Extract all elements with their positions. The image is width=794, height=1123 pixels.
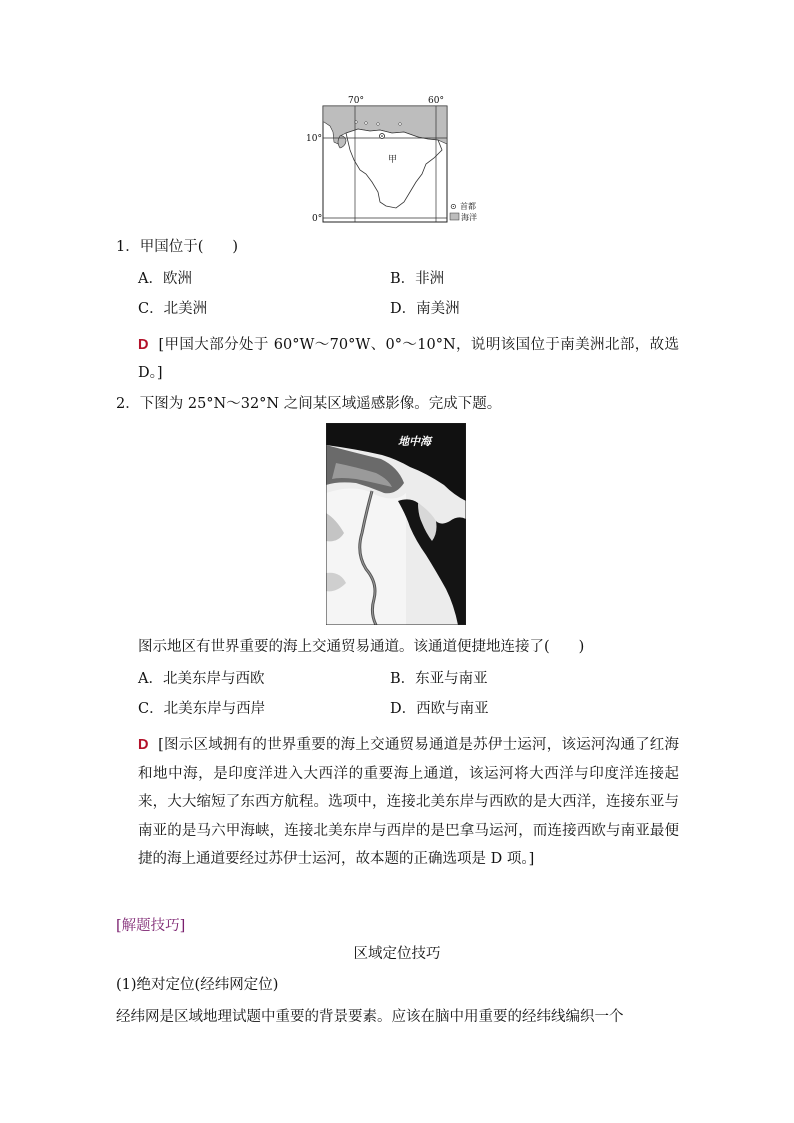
q1-explanation: [甲国大部分处于 60°W～70°W、0°～10°N，说明该国位于南美洲北部，故选 D。]	[138, 337, 679, 381]
tips-paragraph: 经纬网是区域地理试题中重要的背景要素。应该在脑中用重要的经纬线编织一个	[116, 1009, 624, 1025]
tips-title: 区域定位技巧	[353, 946, 441, 962]
q1-stem	[116, 237, 238, 257]
q1-option-c: C．北美洲	[138, 301, 208, 317]
q2-option-c: C．北美东岸与西岸	[138, 701, 266, 717]
tips-subheading: (1)绝对定位(经纬网定位)	[116, 977, 279, 993]
q1-option-d: D．南美洲	[390, 301, 460, 317]
q2-option-a: A．北美东岸与西欧	[138, 671, 265, 687]
country-label: 甲	[388, 155, 398, 165]
lon-label-60: 60°	[428, 96, 444, 106]
tips-label: [解题技巧]	[116, 918, 186, 934]
q2-intro	[116, 394, 501, 414]
q2-answer-block	[138, 731, 679, 874]
q2-number: 2．	[116, 396, 140, 412]
q2-explanation: [图示区域拥有的世界重要的海上交通贸易通道是苏伊士运河，该运河沟通了红海和地中海，是印度洋进入大西洋的重要海上通道，该运河将大西洋与印度洋连接起来，大大缩短了东西方航程。选项中，连接北美东岸与西欧的是大西洋，连接东亚与南亚的是马六甲海峡，连接北美东岸与西岸的是巴拿马运河，而连接西欧与南亚最便捷的海上通道要经过苏伊士运河，故本题的正确选项是 D 项。]	[138, 737, 680, 867]
q1-stem-text: 甲国位于( )	[139, 239, 239, 255]
q2-option-d: D．西欧与南亚	[390, 701, 489, 717]
latlon-map	[300, 92, 500, 228]
q2-intro-text: 下图为 25°N～32°N 之间某区域遥感影像。完成下题。	[139, 396, 502, 412]
legend-capital: 首都	[460, 202, 476, 211]
lon-label-70: 70°	[348, 96, 364, 106]
q1-answer-block	[138, 331, 679, 387]
legend-ocean-swatch	[450, 213, 459, 220]
q2-option-b: B．东亚与南亚	[390, 671, 488, 687]
lat-label-0: 0°	[312, 214, 323, 224]
q1-option-b: B．非洲	[390, 271, 445, 287]
satellite-image	[326, 423, 466, 625]
q1-option-a: A．欧洲	[138, 271, 192, 287]
q1-number: 1．	[116, 239, 140, 255]
lat-label-10: 10°	[306, 134, 322, 144]
sea-label: 地中海	[398, 435, 431, 448]
q2-answer: D	[138, 737, 149, 753]
q2-stem: 图示地区有世界重要的海上交通贸易通道。该通道便捷地连接了( )	[138, 639, 585, 655]
legend-capital-symbol: ⊙	[450, 202, 457, 211]
q1-answer: D	[138, 337, 149, 353]
legend-ocean: 海洋	[461, 213, 477, 222]
